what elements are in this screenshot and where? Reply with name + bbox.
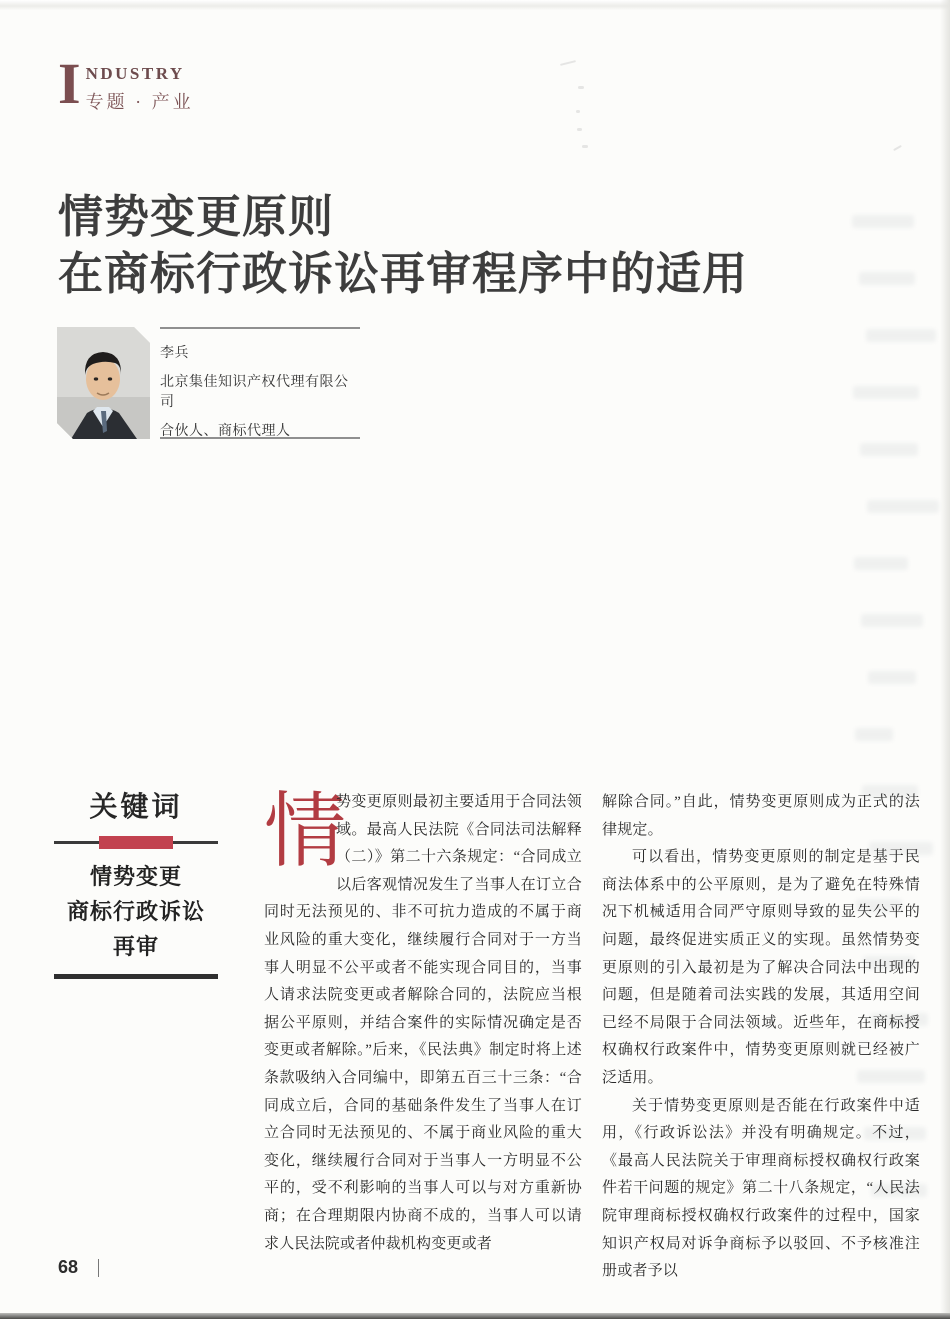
author-organization: 北京集佳知识产权代理有限公司 (160, 373, 349, 409)
keyword-item: 商标行政诉讼 (66, 899, 205, 924)
author-block (57, 327, 360, 439)
article-title (58, 188, 748, 302)
article-column-1 (264, 786, 582, 1258)
smudge-artifact (578, 86, 584, 89)
article-title-line1: 情势变更原则 (58, 191, 335, 242)
bleed-blob (866, 329, 936, 342)
smudge-artifact (576, 110, 580, 113)
article-paragraph: 可以看出，情势变更原则的制定是基于民商法体系中的公平原则，是为了避免在特殊情况下机械适用合同严守原则导致的显失公平的问题，最终促进实质正义的实现。虽然情势变更原则的引入最初是为了解决合同法中出现的问题，但是随着司法实践的发展，其适用空间已经不局限于合同法领域。近些年，在商标授权确权行政案件中，情势变更原则就已经被广泛适用。 (602, 849, 920, 1086)
masthead-section-label: 专题 · 产业 (85, 92, 194, 112)
article-paragraph (264, 786, 582, 1258)
keyword-item: 再审 (112, 934, 159, 959)
dropcap-character: 情 (264, 786, 347, 877)
masthead-magazine-name: NDUSTRY (85, 64, 185, 83)
article-paragraph: 解除合同。”自此，情势变更原则成为正式的法律规定。 (602, 794, 920, 838)
smudge-artifact (582, 145, 588, 148)
page-number-separator (98, 1259, 99, 1277)
article-paragraph: 关于情势变更原则是否能在行政案件中适用，《行政诉讼法》并没有明确规定。不过，《最高人民法院关于审理商标授权确权行政案件若干问题的规定》第二十八条规定，“人民法院审理商标授权确权行政案件的过程中，国家知识产权局对诉争商标予以驳回、不予核准注册或者予以 (602, 1097, 920, 1280)
bleed-blob (852, 215, 914, 228)
bleed-blob (860, 443, 918, 456)
article-text: 势变更原则最初主要适用于合同法领域。最高人民法院《合同法司法解释（二）》第二十六条规定：“合同成立以后客观情况发生了当事人在订立合同时无法预见的、非不可抗力造成的不属于商业风险的重大变化，继续履行合同对于一方当事人明显不公平或者不能实现合同目的，当事人请求法院变更或者解除合同的，法院应当根据公平原则，并结合案件的实际情况确定是否变更或者解除。”后来，《民法典》制定时将上述条款吸纳入合同编中，即第五百三十三条：“合同成立后，合同的基础条件发生了当事人在订立合同时无法预见的、不属于商业风险的重大变化，继续履行合同对于当事人一方明显不公平的，受不利影响的当事人可以与对方重新协商；在合理期限内协商不成的，当事人可以请求人民法院或者仲裁机构变更或者 (264, 794, 582, 1252)
bleed-blob (867, 500, 939, 513)
bleed-blob (861, 614, 923, 627)
author-role: 合伙人、商标代理人 (160, 422, 291, 438)
scan-right-edge (940, 0, 950, 1319)
keywords-heading: 关键词 (89, 792, 183, 823)
scan-bottom-edge (0, 1313, 950, 1319)
scan-top-edge (0, 0, 950, 10)
bleed-blob (853, 386, 919, 399)
bleed-blob (854, 557, 908, 570)
smudge-artifact (560, 60, 576, 66)
bleed-blob (859, 272, 915, 285)
keywords-panel (54, 785, 218, 979)
page-footer (58, 1257, 99, 1278)
article-title-line2: 在商标行政诉讼再审程序中的适用 (58, 248, 749, 299)
smudge-artifact (893, 145, 902, 151)
article-column-2 (602, 789, 920, 1286)
page-number: 68 (58, 1257, 79, 1277)
keywords-divider (54, 836, 218, 849)
masthead (58, 51, 194, 116)
smudge-artifact (577, 128, 582, 131)
masthead-initial: I (58, 51, 81, 116)
author-name: 李兵 (160, 344, 189, 360)
bleed-blob (855, 728, 893, 741)
keywords-list (54, 859, 218, 964)
bleed-blob (868, 671, 916, 684)
author-info (160, 327, 360, 439)
author-photo (57, 327, 150, 439)
author-portrait-illustration (57, 327, 150, 439)
keywords-bottom-rule (54, 974, 218, 979)
keywords-divider-accent (99, 836, 173, 849)
keyword-item: 情势变更 (89, 864, 182, 889)
